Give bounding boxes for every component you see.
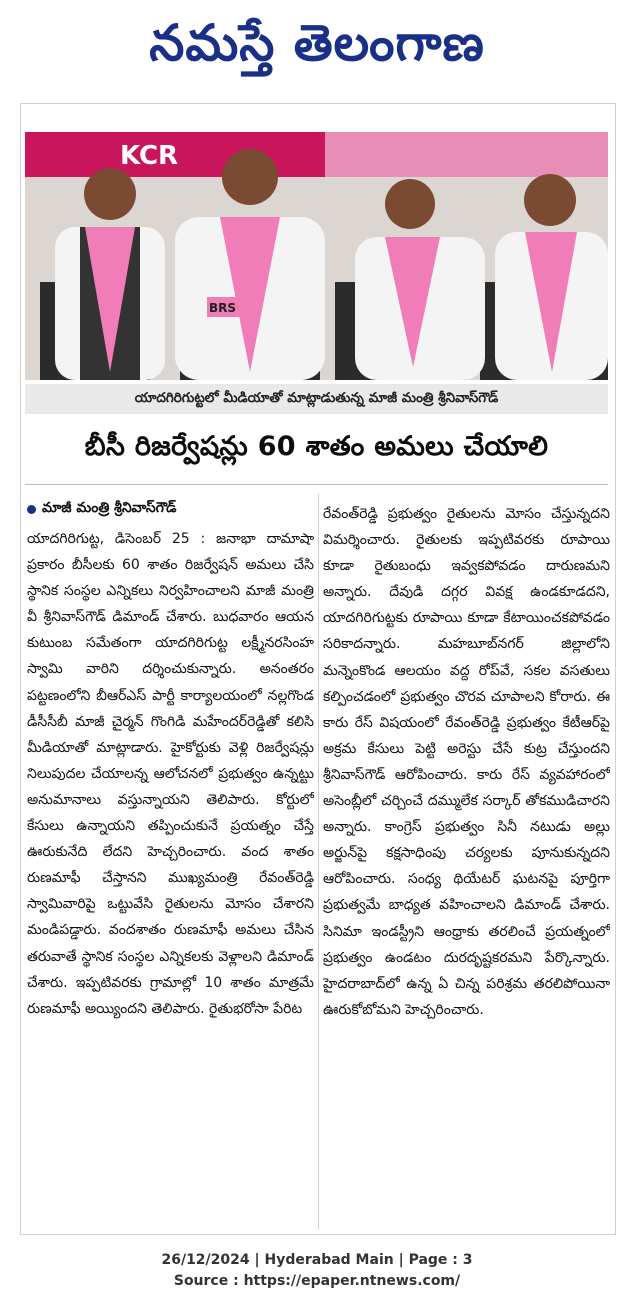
byline-text: మాజీ మంత్రి శ్రీనివాస్‌గౌడ్‌	[42, 499, 177, 516]
masthead	[0, 8, 634, 78]
press-photo	[25, 132, 608, 380]
footer-source: Source : https://epaper.ntnews.com/	[173, 1273, 461, 1289]
footer-date-edition: 26/12/2024 | Hyderabad Main | Page : 3	[161, 1252, 473, 1268]
photo-banner-text: KCR	[120, 141, 179, 171]
masthead-title: నమస్తే తెలంగాణ	[149, 13, 485, 72]
photo-caption: యాదగిరిగుట్టలో మీడియాతో మాట్లాడుతున్న మాజీ మంత్రి శ్రీనివాస్‌గౌడ్‌	[25, 384, 608, 414]
press-photo-illustration	[25, 132, 608, 380]
article-column-right: రేవంత్‌రెడ్డి ప్రభుత్వం రైతులను మోసం చేస్తున్నదని విమర్శించారు. రైతులకు ఇప్పటివరకు రూపాయి కూడా రైతుబంధు ఇవ్వకపోవడం దారుణమని అన్నారు. దేవుడి దగ్గర వివక్ష ఉండకూడదని, యాదగిరిగుట్టకు రూపాయి కూడా కేటాయించకపోవడం సరికాదన్నారు. మహబూబ్‌నగర్‌ జిల్లాలోని మన్నెంకొండ ఆలయం వద్ద రోప్‌వే, సకల వసతులు కల్పించడంలో ప్రభుత్వం చొరవ చూపాలని కోరారు. ఈ కారు రేస్‌ విషయంలో రేవంత్‌రెడ్డి ప్రభుత్వం కేటీఆర్‌పై అక్రమ కేసులు పెట్టి అరెస్టు చేసే కుట్ర చేస్తుందని శ్రీనివాస్‌గౌడ్‌ ఆరోపించారు. కారు రేస్‌ వ్యవహారంలో అసెంబ్లీలో చర్చించే దమ్ములేక సర్కార్‌ తోకముడిచారని అన్నారు. కాంగ్రెస్‌ ప్రభుత్వం సినీ నటుడు అల్లు అర్జున్‌పై కక్షసాధింపు చర్యలకు పూనుకున్నదని ఆరోపించారు. సంధ్య థియేటర్‌ ఘటనపై పూర్తిగా ప్రభుత్వమే బాధ్యత వహించాలని డిమాండ్‌ చేశారు. సినిమా ఇండస్ట్రీని ఆంధ్రాకు తరలించే ప్రయత్నంలో ప్రభుత్వం ఉండటం దురదృష్టకరమని పేర్కొన్నారు. హైదరాబాద్‌లో ఉన్న ఏ చిన్న పరిశ్రమ తరలిపోయినా ఊరుకోబోమని హెచ్చరించారు.	[323, 506, 610, 1018]
article-byline	[27, 498, 317, 520]
column-divider	[318, 494, 319, 1229]
news-clipping	[20, 103, 616, 1235]
photo-badge-text: BRS	[209, 301, 237, 315]
article-headline: బీసీ రిజర్వేషన్లు 60 శాతం అమలు చేయాలి	[84, 431, 549, 462]
bullet-icon	[27, 505, 36, 514]
headline-divider	[25, 484, 608, 485]
article-column-left: యాదగిరిగుట్ట, డిసెంబర్‌ 25 : జనాభా దామాషా ప్రకారం బీసీలకు 60 శాతం రిజర్వేషన్‌ అమలు చేసి స్థానిక సంస్థల ఎన్నికలు నిర్వహించాలని మాజీ మంత్రి వీ శ్రీనివాస్‌గౌడ్‌ డిమాండ్‌ చేశారు. బుధవారం ఆయన కుటుంబ సమేతంగా యాదగిరిగుట్ట లక్ష్మీనరసింహ స్వామి వారిని దర్శించుకున్నారు. అనంతరం పట్టణంలోని బీఆర్‌ఎస్‌ పార్టీ కార్యాలయంలో నల్లగొండ డీసీసీబీ మాజీ చైర్మన్‌ గొంగిడి మహేందర్‌రెడ్డితో కలిసి మీడియాతో మాట్లాడారు. హైకోర్టుకు వెళ్లి రిజర్వేషన్లు నిలుపుదల చేయాలన్న ఆలోచనలో ప్రభుత్వం ఉన్నట్టు అనుమానాలు వస్తున్నాయని తెలిపారు. కోర్టులో కేసులు ఉన్నాయని తప్పించుకునే ప్రయత్నం చేస్తే ఊరుకునేది లేదని హెచ్చరించారు. వంద శాతం రుణమాఫీ చేస్తానని ముఖ్యమంత్రి రేవంత్‌రెడ్డి స్వామివారిపై ఒట్టువేసి రైతులను మోసం చేశారని మండిపడ్డారు. వందశాతం రుణమాఫీ అమలు చేసిన తరువాతే స్థానిక సంస్థల ఎన్నికలకు వెళ్లాలని డిమాండ్‌ చేశారు. ఇప్పటివరకు గ్రామాల్లో 10 శాతం మాత్రమే రుణమాఫీ అయ్యిందని తెలిపారు. రైతుభరోసా పేరిట	[27, 531, 314, 1017]
